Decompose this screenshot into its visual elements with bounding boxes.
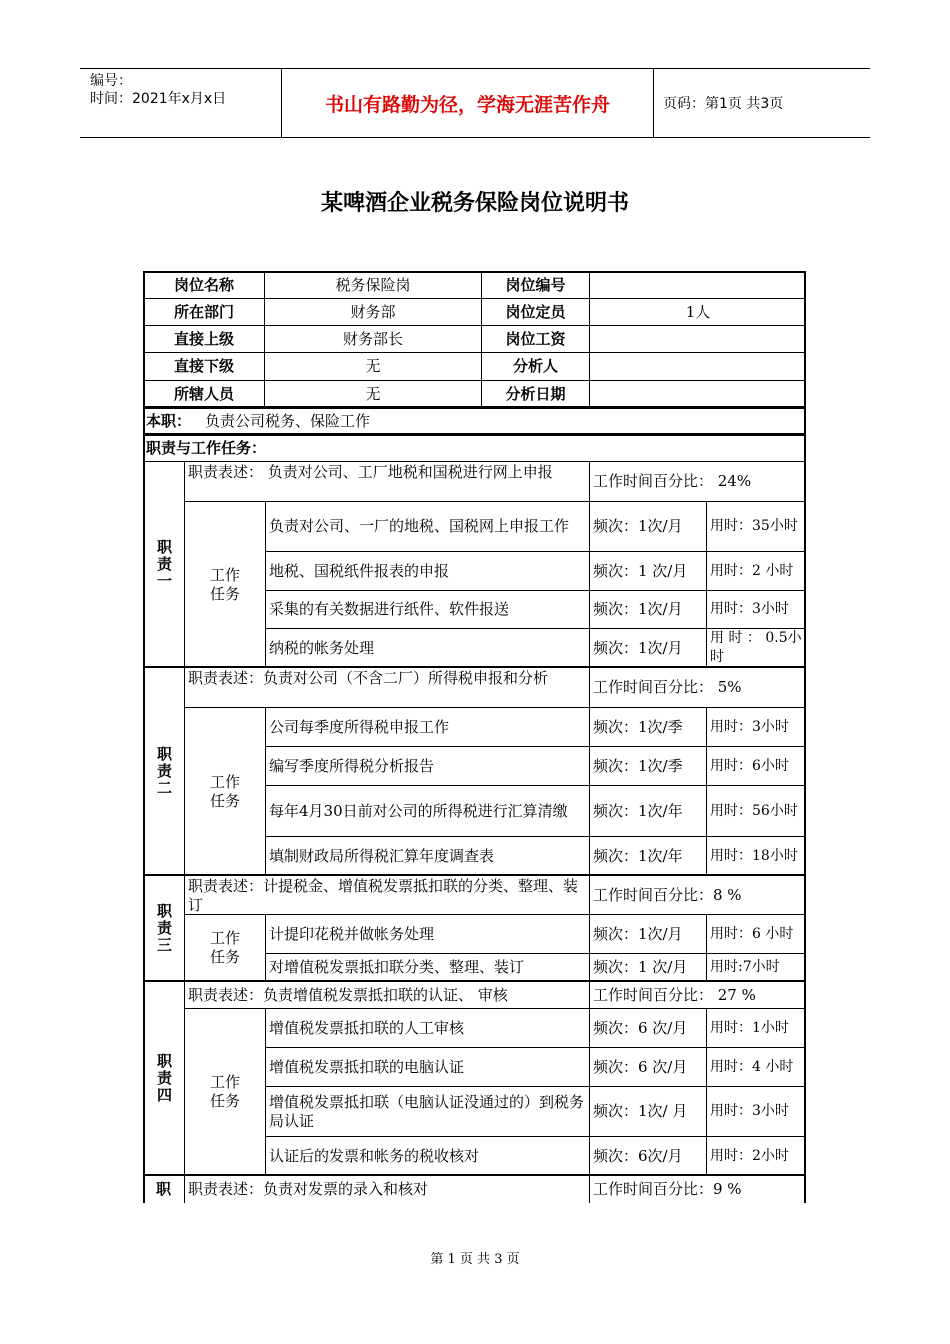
duty4-freq: 频次：6 次/月: [589, 1008, 706, 1047]
analyst-label: 分析人: [481, 352, 589, 380]
duty1-task: 地税、国税纸件报表的申报: [265, 551, 589, 590]
duty3-freq: 频次：1次/月: [589, 914, 706, 953]
duty3-task-label: 工作任务: [184, 914, 265, 981]
number-label: 编号：: [90, 73, 132, 89]
page-footer: 第 1 页 共 3 页: [430, 1252, 520, 1267]
date-value: [589, 380, 806, 407]
duty1-time: 用时：2 小时: [706, 551, 806, 590]
duty2-freq: 频次：1次/年: [589, 836, 706, 875]
duty4-freq: 频次：1次/ 月: [589, 1086, 706, 1136]
duty2-time: 用时：3小时: [706, 707, 806, 746]
quota-value: 1人: [589, 298, 806, 325]
duty2-freq: 频次：1次/季: [589, 707, 706, 746]
duty1-freq: 频次：1 次/月: [589, 551, 706, 590]
duty1-task: 采集的有关数据进行纸件、软件报送: [265, 590, 589, 628]
duty1-time: 用时：35小时: [706, 501, 806, 551]
duty4-time: 用时：1小时: [706, 1008, 806, 1047]
duty5-label: 职: [155, 1180, 171, 1198]
job-description-table: [143, 271, 806, 1203]
post-no-value: [589, 271, 806, 298]
duty1-time: 用 时 ： 0.5小时: [706, 628, 806, 667]
superior-value: 财务部长: [264, 325, 481, 352]
duty1-pct: 工作时间百分比： 24%: [589, 461, 806, 501]
duty1-desc: 职责表述： 负责对公司、工厂地税和国税进行网上申报: [184, 461, 589, 501]
duty4-task: 增值税发票抵扣联（电脑认证没通过的）到税务局认证: [265, 1086, 589, 1136]
duty5-desc: 职责表述：负责对发票的录入和核对: [184, 1176, 589, 1203]
duty2-pct: 工作时间百分比： 5%: [589, 668, 806, 707]
duty1-task: 负责对公司、一厂的地税、国税网上申报工作: [265, 501, 589, 551]
tasks-heading: 职责与工作任务：: [143, 435, 806, 461]
duty3-pct: 工作时间百分比：8 %: [589, 876, 806, 914]
duty2-time: 用时：56小时: [706, 785, 806, 836]
duty3-task: 计提印花税并做帐务处理: [265, 914, 589, 953]
duty3-time: 用时：6 小时: [706, 914, 806, 953]
quota-label: 岗位定员: [481, 298, 589, 325]
duty-row: [143, 408, 806, 434]
duty5-pct: 工作时间百分比：9 %: [589, 1176, 806, 1203]
duty3-desc: 职责表述：计提税金、增值税发票抵扣联的分类、整理、装订: [184, 876, 589, 914]
duty2-task-label: 工作任务: [184, 707, 265, 875]
duty4-task-label: 工作任务: [184, 1008, 265, 1175]
post-name-label: 岗位名称: [143, 271, 264, 298]
duty2-freq: 频次：1次/年: [589, 785, 706, 836]
duty4-time: 用时：3小时: [706, 1086, 806, 1136]
duty4-time: 用时：2小时: [706, 1136, 806, 1175]
duty4-task: 增值税发票抵扣联的电脑认证: [265, 1047, 589, 1086]
duty2-time: 用时：18小时: [706, 836, 806, 875]
duty1-label: 职责一: [143, 461, 184, 667]
duty3-task: 对增值税发票抵扣联分类、整理、装订: [265, 953, 589, 981]
duty4-freq: 频次：6次/月: [589, 1136, 706, 1175]
duty-label: 本职：: [146, 412, 192, 430]
duty4-desc: 职责表述：负责增值税发票抵扣联的认证、 审核: [184, 982, 589, 1008]
duty3-label: 职责三: [155, 903, 173, 954]
duty4-label: 职责四: [155, 1053, 173, 1104]
duty4-time: 用时：4 小时: [706, 1047, 806, 1086]
duty3-time: 用时:7小时: [706, 953, 806, 981]
duty1-task: 纳税的帐务处理: [265, 628, 589, 667]
superior-label: 直接上级: [143, 325, 264, 352]
duty4-task: 增值税发票抵扣联的人工审核: [265, 1008, 589, 1047]
duty1-task-label: 工作任务: [184, 501, 265, 667]
time-label: 时间：2021年x月x日: [90, 91, 227, 107]
staff-label: 所辖人员: [143, 380, 264, 407]
analyst-value: [589, 352, 806, 380]
date-label: 分析日期: [481, 380, 589, 407]
subordinate-label: 直接下级: [143, 352, 264, 380]
duty2-label: 职责二: [155, 746, 173, 797]
duty2-desc: 职责表述：负责对公司（不含二厂）所得税申报和分析: [184, 668, 589, 707]
subordinate-value: 无: [264, 352, 481, 380]
header-meta: [80, 69, 282, 137]
duty1-freq: 频次：1次/月: [589, 628, 706, 667]
page-header: [80, 68, 870, 138]
salary-value: [589, 325, 806, 352]
header-motto: 书山有路勤为径，学海无涯苦作舟: [282, 69, 654, 137]
salary-label: 岗位工资: [481, 325, 589, 352]
document-title: 某啤酒企业税务保险岗位说明书: [320, 191, 629, 216]
duty4-task: 认证后的发票和帐务的税收核对: [265, 1136, 589, 1175]
duty1-freq: 频次：1次/月: [589, 590, 706, 628]
duty-text: 负责公司税务、保险工作: [205, 412, 371, 430]
duty4-freq: 频次：6 次/月: [589, 1047, 706, 1086]
duty2-task: 编写季度所得税分析报告: [265, 746, 589, 785]
post-no-label: 岗位编号: [481, 271, 589, 298]
duty2-task: 每年4月30日前对公司的所得税进行汇算清缴: [265, 785, 589, 836]
duty1-time: 用时：3小时: [706, 590, 806, 628]
duty2-freq: 频次：1次/季: [589, 746, 706, 785]
duty3-freq: 频次：1 次/月: [589, 953, 706, 981]
duty1-freq: 频次：1次/月: [589, 501, 706, 551]
post-name-value: 税务保险岗: [264, 271, 481, 298]
dept-label: 所在部门: [143, 298, 264, 325]
duty2-time: 用时：6小时: [706, 746, 806, 785]
duty4-pct: 工作时间百分比： 27 %: [589, 982, 806, 1008]
duty2-task: 公司每季度所得税申报工作: [265, 707, 589, 746]
dept-value: 财务部: [264, 298, 481, 325]
duty2-task: 填制财政局所得税汇算年度调查表: [265, 836, 589, 875]
header-page-code: 页码：第1页 共3页: [663, 96, 784, 112]
staff-value: 无: [264, 380, 481, 407]
